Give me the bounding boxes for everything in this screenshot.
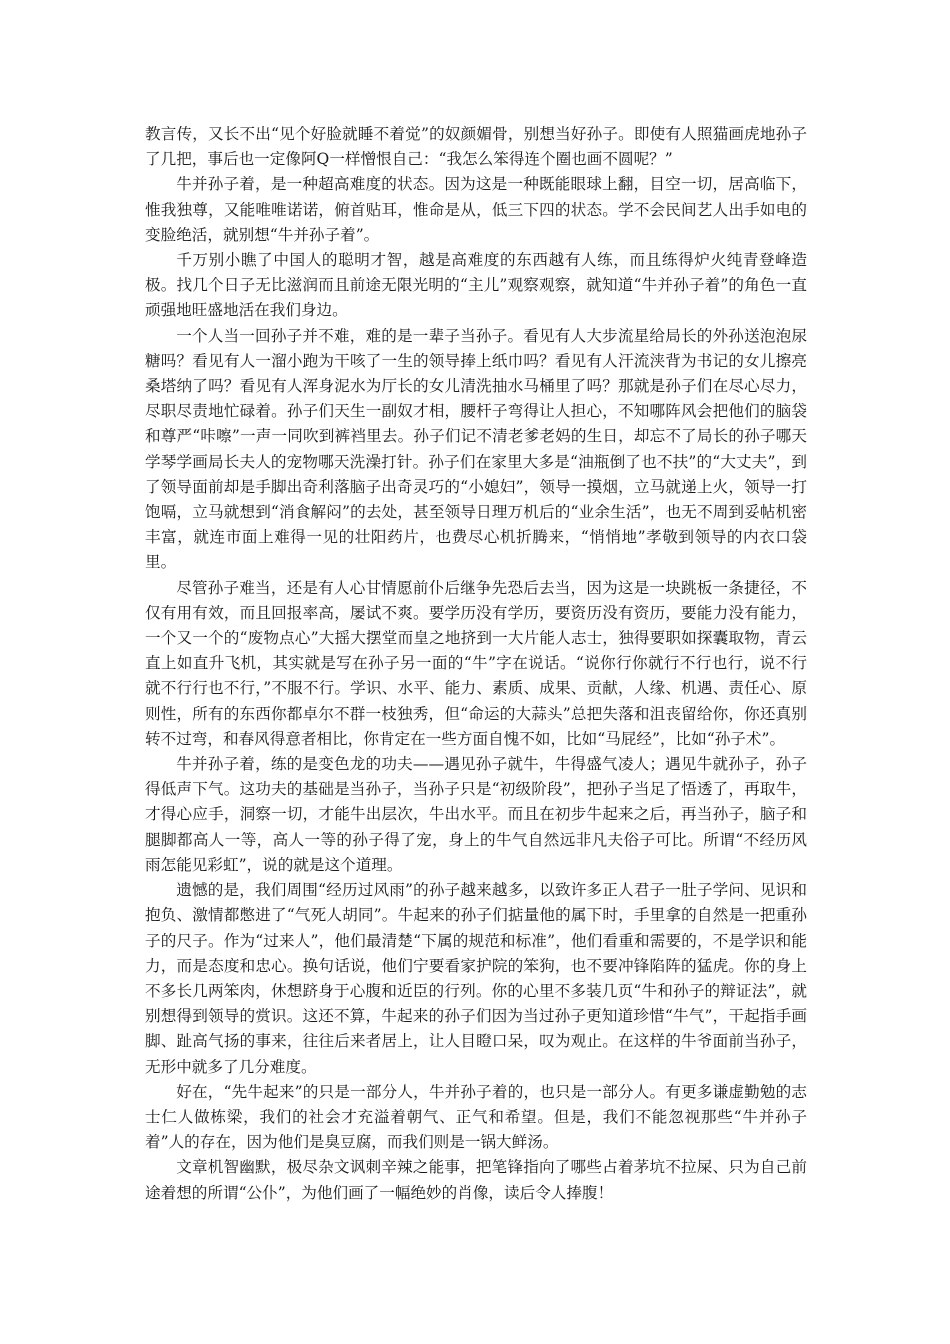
document-body <box>145 122 807 1206</box>
paragraph-2: 牛并孙子着，是一种超高难度的状态。因为这是一种既能眼球上翻，目空一切，居高临下，惟我独尊，又能唯唯诺诺，俯首贴耳，惟命是从，低三下四的状态。学不会民间艺人出手如电的变脸绝活，就别想“牛并孙子着”。 <box>145 175 807 244</box>
paragraph-1: 教言传，又长不出“见个好脸就睡不着觉”的奴颜媚骨，别想当好孙子。即使有人照猫画虎地孙子了几把，事后也一定像阿Q一样憎恨自己：“我怎么笨得连个圈也画不圆呢？” <box>145 125 807 169</box>
paragraph-4: 一个人当一回孙子并不难，难的是一辈子当孙子。看见有人大步流星给局长的外孙送泡泡尿糖吗？看见有人一溜小跑为干咳了一生的领导捧上纸巾吗？看见有人汗流浃背为书记的女儿擦亮桑塔纳了吗？看见有人浑身泥水为厅长的女儿清洗抽水马桶里了吗？那就是孙子们在尽心尽力，尽职尽责地忙碌着。孙子们天生一副奴才相，腰杆子弯得让人担心，不知哪阵风会把他们的脑袋和尊严“咔嚓”一声一同吹到裤裆里去。孙子们记不清老爹老妈的生日，却忘不了局长的孙子哪天学琴学画局长夫人的宠物哪天洗澡打针。孙子们在家里大多是“油瓶倒了也不扶”的“大丈夫”，到了领导面前却是手脚出奇利落脑子出奇灵巧的“小媳妇”，领导一摸烟，立马就递上火，领导一打饱嗝，立马就想到“消食解闷”的去处，甚至领导日理万机后的“业余生活”，也无不周到妥帖机密丰富，就连市面上难得一见的壮阳药片，也费尽心机折腾来，“悄悄地”孝敬到领导的内衣口袋里。 <box>145 326 807 572</box>
paragraph-9: 文章机智幽默，极尽杂文讽刺辛辣之能事，把笔锋指向了哪些占着茅坑不拉屎、只为自己前途着想的所谓“公仆”，为他们画了一幅绝妙的肖像，读后令人捧腹！ <box>145 1158 807 1202</box>
paragraph-8: 好在，“先牛起来”的只是一部分人，牛并孙子着的，也只是一部分人。有更多谦虚勤勉的志士仁人做栋梁，我们的社会才充溢着朝气、正气和希望。但是，我们不能忽视那些“牛并孙子着”人的存在，因为他们是臭豆腐，而我们则是一锅大鲜汤。 <box>145 1082 807 1152</box>
paragraph-6: 牛并孙子着，练的是变色龙的功夫——遇见孙子就牛，牛得盛气凌人；遇见牛就孙子，孙子得低声下气。这功夫的基础是当孙子，当孙子只是“初级阶段”，把孙子当足了悟透了，再取牛，才得心应手，洞察一切，才能牛出层次，牛出水平。而且在初步牛起来之后，再当孙子，脑子和腿脚都高人一等，高人一等的孙子得了宠，身上的牛气自然远非凡夫俗子可比。所谓“不经历风雨怎能见彩虹”，说的就是这个道理。 <box>145 755 807 874</box>
paragraph-5: 尽管孙子难当，还是有人心甘情愿前仆后继争先恐后去当，因为这是一块跳板一条捷径，不仅有用有效，而且回报率高，屡试不爽。要学历没有学历，要资历没有资历，要能力没有能力，一个又一个的“废物点心”大摇大摆堂而皇之地挤到一大片能人志士，独得要职如探囊取物，青云直上如直升飞机，其实就是写在孙子另一面的“牛”字在说话。“说你行你就行不行也行，说不行就不行行也不行，”不服不行。学识、水平、能力、素质、成果、贡献，人缘、机遇、责任心、原则性，所有的东西你都卓尔不群一枝独秀，但“命运的大蒜头”总把失落和沮丧留给你，你还真别转不过弯，和春风得意者相比，你肯定在一些方面自愧不如，比如“马屁经”，比如“孙子术”。 <box>145 578 807 748</box>
paragraph-3: 千万别小瞧了中国人的聪明才智，越是高难度的东西越有人练，而且练得炉火纯青登峰造极。找几个日子无比滋润而且前途无限光明的“主儿”观察观察，就知道“牛并孙子着”的角色一直顽强地旺盛地活在我们身边。 <box>145 251 807 320</box>
paragraph-7: 遗憾的是，我们周围“经历过风雨”的孙子越来越多，以致许多正人君子一肚子学问、见识和抱负、激情都憋进了“气死人胡同”。牛起来的孙子们掂量他的属下时，手里拿的自然是一把重孙子的尺子。作为“过来人”，他们最清楚“下属的规范和标准”，他们看重和需要的，不是学识和能力，而是态度和忠心。换句话说，他们宁要看家护院的笨狗，也不要冲锋陷阵的猛虎。你的身上不多长几两笨肉，休想跻身于心腹和近臣的行列。你的心里不多装几页“牛和孙子的辩证法”，就别想得到领导的赏识。这还不算，牛起来的孙子们因为当过孙子更知道珍惜“牛气”，干起指手画脚、趾高气扬的事来，往往后来者居上，让人目瞪口呆，叹为观止。在这样的牛爷面前当孙子，无形中就多了几分难度。 <box>145 881 807 1076</box>
